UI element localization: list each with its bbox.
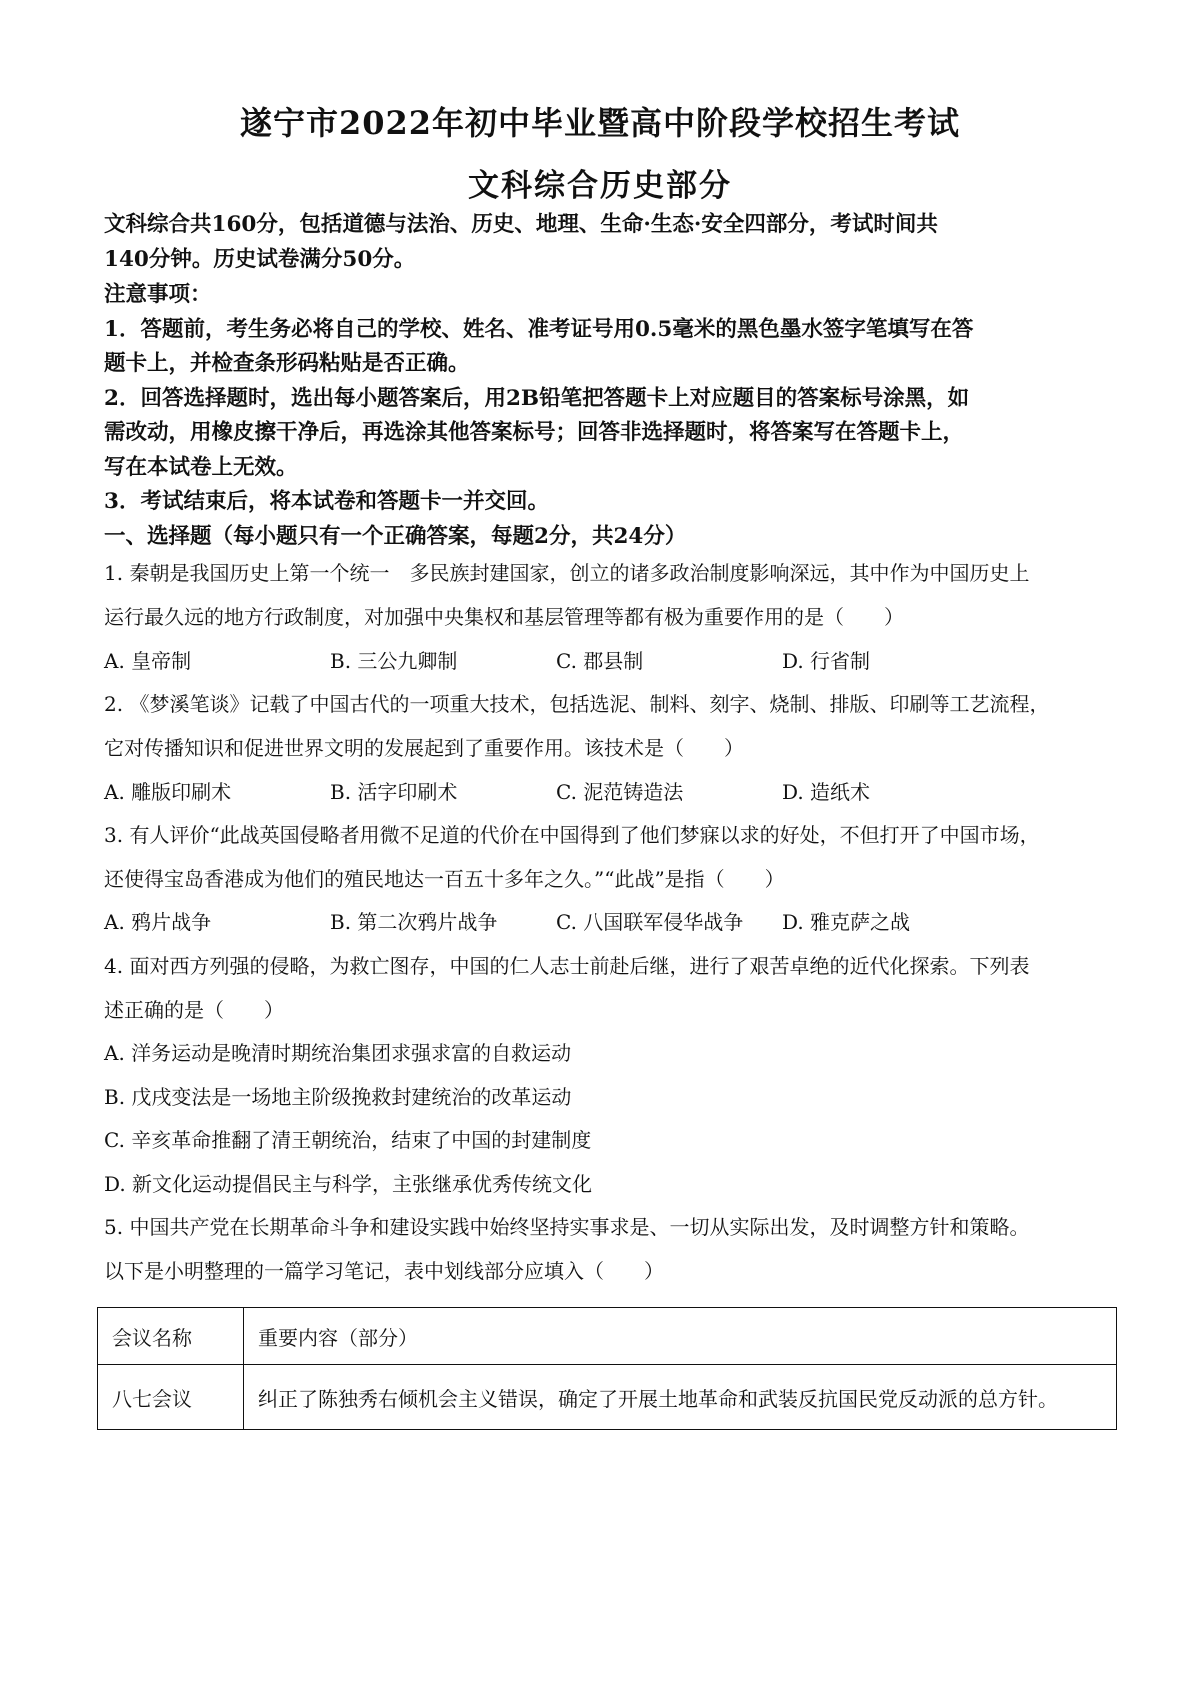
table-row (98, 1365, 1117, 1430)
question-3-option-a: A. 鸦片战争 (104, 910, 212, 934)
question-1-option-d: D. 行省制 (782, 649, 871, 673)
question-1-option-c: C. 郡县制 (556, 649, 644, 673)
exam-title: 遂宁市2022年初中毕业暨高中阶段学校招生考试 (239, 104, 961, 142)
notice-item-2-line-3: 写在本试卷上无效。 (104, 455, 298, 480)
notice-item-2-line-2: 需改动，用橡皮擦干净后，再选涂其他答案标号；回答非选择题时，将答案写在答题卡上， (104, 420, 965, 445)
question-5-line-2: 以下是小明整理的一篇学习笔记，表中划线部分应填入（ ） (104, 1259, 664, 1283)
intro-line-1: 文科综合共160分，包括道德与法治、历史、地理、生命·生态·安全四部分，考试时间共 (104, 212, 938, 237)
exam-subtitle: 文科综合历史部分 (468, 168, 732, 204)
question-2-option-d: D. 造纸术 (782, 780, 871, 804)
table-cell: 纠正了陈独秀右倾机会主义错误，确定了开展土地革命和武装反抗国民党反动派的总方针。 (244, 1365, 1117, 1430)
notice-heading: 注意事项： (104, 282, 212, 307)
question-2-option-a: A. 雕版印刷术 (104, 780, 232, 804)
study-notes-table (97, 1307, 1117, 1430)
table-cell: 八七会议 (98, 1365, 244, 1430)
question-2-option-b: B. 活字印刷术 (330, 780, 458, 804)
section-heading: 一、选择题（每小题只有一个正确答案，每题2分，共24分） (104, 524, 687, 549)
question-4-option-c: C. 辛亥革命推翻了清王朝统治，结束了中国的封建制度 (104, 1128, 592, 1152)
question-4-option-d: D. 新文化运动提倡民主与科学，主张继承优秀传统文化 (104, 1172, 593, 1196)
question-2-option-c: C. 泥范铸造法 (556, 780, 684, 804)
intro-line-2: 140分钟。历史试卷满分50分。 (104, 247, 416, 272)
notice-item-2-line-1: 2．回答选择题时，选出每小题答案后，用2B铅笔把答题卡上对应题目的答案标号涂黑，如 (104, 386, 970, 411)
question-3-line-2: 还使得宝岛香港成为他们的殖民地达一百五十多年之久。”“此战”是指（ ） (104, 867, 785, 891)
question-4-option-b: B. 戊戌变法是一场地主阶级挽救封建统治的改革运动 (104, 1085, 572, 1109)
notice-item-1-line-1: 1．答题前，考生务必将自己的学校、姓名、准考证号用0.5毫米的黑色墨水签字笔填写在答 (104, 317, 974, 342)
question-5-line-1: 5. 中国共产党在长期革命斗争和建设实践中始终坚持实事求是、一切从实际出发，及时调整方针和策略。 (104, 1215, 1030, 1239)
question-3-line-1: 3. 有人评价“此战英国侵略者用微不足道的代价在中国得到了他们梦寐以求的好处，不但打开了中国市场， (104, 823, 1040, 847)
question-1-line-1: 1. 秦朝是我国历史上第一个统一 多民族封建国家，创立的诸多政治制度影响深远，其中作为中国历史上 (104, 561, 1030, 585)
question-4-line-2: 述正确的是（ ） (104, 998, 284, 1022)
question-4-line-1: 4. 面对西方列强的侵略，为救亡图存，中国的仁人志士前赴后继，进行了艰苦卓绝的近代化探索。下列表 (104, 954, 1030, 978)
table-header-cell: 重要内容（部分） (244, 1308, 1117, 1365)
question-4-option-a: A. 洋务运动是晚清时期统治集团求强求富的自救运动 (104, 1041, 572, 1065)
question-2-line-2: 它对传播知识和促进世界文明的发展起到了重要作用。该技术是（ ） (104, 736, 744, 760)
notice-item-3: 3．考试结束后，将本试卷和答题卡一并交回。 (104, 489, 549, 514)
question-1-line-2: 运行最久远的地方行政制度，对加强中央集权和基层管理等都有极为重要作用的是（ ） (104, 605, 904, 629)
question-1-option-b: B. 三公九卿制 (330, 649, 458, 673)
notice-item-1-line-2: 题卡上，并检查条形码粘贴是否正确。 (104, 351, 470, 376)
question-2-line-1: 2. 《梦溪笔谈》记载了中国古代的一项重大技术，包括选泥、制料、刻字、烧制、排版、印刷等工艺流程， (104, 692, 1050, 716)
question-3-option-d: D. 雅克萨之战 (782, 910, 911, 934)
question-3-option-b: B. 第二次鸦片战争 (330, 910, 498, 934)
question-1-option-a: A. 皇帝制 (104, 649, 192, 673)
question-3-option-c: C. 八国联军侵华战争 (556, 910, 744, 934)
table-header-cell: 会议名称 (98, 1308, 244, 1365)
table-header-row (98, 1308, 1117, 1365)
